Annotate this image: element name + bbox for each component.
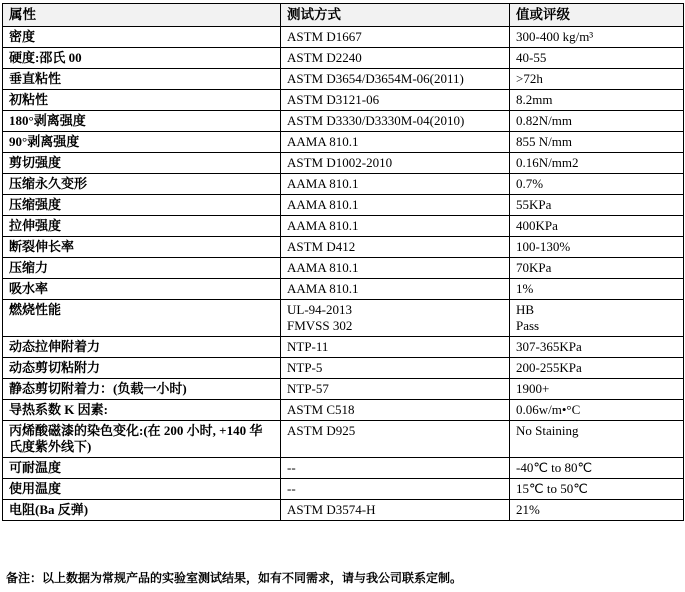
cell-test-method: ASTM D3121-06 bbox=[281, 90, 510, 111]
table-row bbox=[3, 216, 684, 237]
table-row bbox=[3, 337, 684, 358]
cell-attribute: 拉伸强度 bbox=[3, 216, 281, 237]
cell-test-method: AAMA 810.1 bbox=[281, 258, 510, 279]
table-row bbox=[3, 153, 684, 174]
cell-value: 15℃ to 50℃ bbox=[510, 479, 684, 500]
cell-value: 0.16N/mm2 bbox=[510, 153, 684, 174]
cell-value: 8.2mm bbox=[510, 90, 684, 111]
cell-test-method: ASTM D1002-2010 bbox=[281, 153, 510, 174]
cell-attribute: 剪切强度 bbox=[3, 153, 281, 174]
cell-line: UL-94-2013 bbox=[287, 302, 352, 317]
cell-value: 55KPa bbox=[510, 195, 684, 216]
column-header-test-method: 测试方式 bbox=[281, 4, 510, 27]
cell-attribute: 压缩强度 bbox=[3, 195, 281, 216]
cell-value: 307-365KPa bbox=[510, 337, 684, 358]
cell-attribute: 丙烯酸磁漆的染色变化:(在 200 小时, +140 华氏度紫外线下) bbox=[3, 421, 281, 458]
cell-test-method: AAMA 810.1 bbox=[281, 174, 510, 195]
cell-test-method bbox=[281, 300, 510, 337]
table-row bbox=[3, 421, 684, 458]
cell-line: HB bbox=[516, 302, 535, 317]
table-header bbox=[3, 4, 684, 27]
table-row bbox=[3, 258, 684, 279]
table-header-row bbox=[3, 4, 684, 27]
cell-value: 40-55 bbox=[510, 48, 684, 69]
cell-test-method: -- bbox=[281, 458, 510, 479]
cell-value: -40℃ to 80℃ bbox=[510, 458, 684, 479]
cell-value: 0.7% bbox=[510, 174, 684, 195]
cell-test-method: AAMA 810.1 bbox=[281, 279, 510, 300]
column-header-attribute: 属性 bbox=[3, 4, 281, 27]
cell-attribute: 导热系数 K 因素: bbox=[3, 400, 281, 421]
cell-test-method: ASTM D2240 bbox=[281, 48, 510, 69]
cell-test-method: ASTM D412 bbox=[281, 237, 510, 258]
table-row bbox=[3, 90, 684, 111]
table-row bbox=[3, 237, 684, 258]
table-row bbox=[3, 358, 684, 379]
cell-attribute: 密度 bbox=[3, 27, 281, 48]
cell-test-method: NTP-57 bbox=[281, 379, 510, 400]
cell-value: 100-130% bbox=[510, 237, 684, 258]
cell-value: 855 N/mm bbox=[510, 132, 684, 153]
cell-value: No Staining bbox=[510, 421, 684, 458]
table-row bbox=[3, 379, 684, 400]
cell-attribute: 动态拉伸附着力 bbox=[3, 337, 281, 358]
cell-attribute: 压缩永久变形 bbox=[3, 174, 281, 195]
table-row bbox=[3, 69, 684, 90]
cell-value: 1900+ bbox=[510, 379, 684, 400]
cell-attribute: 压缩力 bbox=[3, 258, 281, 279]
cell-test-method: AAMA 810.1 bbox=[281, 195, 510, 216]
cell-value: 70KPa bbox=[510, 258, 684, 279]
cell-test-method: NTP-11 bbox=[281, 337, 510, 358]
table-row bbox=[3, 111, 684, 132]
cell-attribute: 初粘性 bbox=[3, 90, 281, 111]
cell-attribute: 吸水率 bbox=[3, 279, 281, 300]
cell-attribute: 静态剪切附着力：(负载一小时) bbox=[3, 379, 281, 400]
cell-value: 0.82N/mm bbox=[510, 111, 684, 132]
cell-attribute: 180°剥离强度 bbox=[3, 111, 281, 132]
table-row bbox=[3, 300, 684, 337]
table-row bbox=[3, 27, 684, 48]
cell-attribute: 硬度:邵氏 00 bbox=[3, 48, 281, 69]
table-row bbox=[3, 458, 684, 479]
cell-test-method: NTP-5 bbox=[281, 358, 510, 379]
cell-value: 300-400 kg/m³ bbox=[510, 27, 684, 48]
cell-attribute: 电阻(Ba 反弹) bbox=[3, 500, 281, 521]
cell-test-method: ASTM D1667 bbox=[281, 27, 510, 48]
cell-value: 1% bbox=[510, 279, 684, 300]
specifications-table bbox=[2, 3, 684, 521]
column-header-value: 值或评级 bbox=[510, 4, 684, 27]
cell-test-method: AAMA 810.1 bbox=[281, 216, 510, 237]
cell-value: 200-255KPa bbox=[510, 358, 684, 379]
cell-test-method: ASTM C518 bbox=[281, 400, 510, 421]
table-row bbox=[3, 479, 684, 500]
cell-attribute: 动态剪切粘附力 bbox=[3, 358, 281, 379]
table-row bbox=[3, 400, 684, 421]
cell-attribute: 90°剥离强度 bbox=[3, 132, 281, 153]
cell-test-method: ASTM D3574-H bbox=[281, 500, 510, 521]
cell-test-method: ASTM D3330/D3330M-04(2010) bbox=[281, 111, 510, 132]
cell-attribute: 可耐温度 bbox=[3, 458, 281, 479]
cell-attribute: 断裂伸长率 bbox=[3, 237, 281, 258]
table-row bbox=[3, 132, 684, 153]
table-row bbox=[3, 48, 684, 69]
cell-attribute: 燃烧性能 bbox=[3, 300, 281, 337]
cell-test-method: ASTM D3654/D3654M-06(2011) bbox=[281, 69, 510, 90]
cell-line: FMVSS 302 bbox=[287, 318, 353, 333]
footer-note bbox=[6, 570, 462, 586]
cell-value: 21% bbox=[510, 500, 684, 521]
table-row bbox=[3, 500, 684, 521]
table-row bbox=[3, 174, 684, 195]
cell-value: 0.06w/m•°C bbox=[510, 400, 684, 421]
cell-value bbox=[510, 300, 684, 337]
table-body bbox=[3, 27, 684, 521]
table-row bbox=[3, 195, 684, 216]
cell-line: Pass bbox=[516, 318, 540, 333]
cell-test-method: AAMA 810.1 bbox=[281, 132, 510, 153]
cell-test-method: -- bbox=[281, 479, 510, 500]
cell-attribute: 使用温度 bbox=[3, 479, 281, 500]
cell-value: 400KPa bbox=[510, 216, 684, 237]
footer-note-text: 备注：以上数据为常规产品的实验室测试结果，如有不同需求，请与我公司联系定制。 bbox=[6, 571, 463, 585]
table-row bbox=[3, 279, 684, 300]
cell-attribute: 垂直粘性 bbox=[3, 69, 281, 90]
cell-test-method: ASTM D925 bbox=[281, 421, 510, 458]
spec-sheet-page bbox=[0, 3, 685, 592]
cell-value: >72h bbox=[510, 69, 684, 90]
